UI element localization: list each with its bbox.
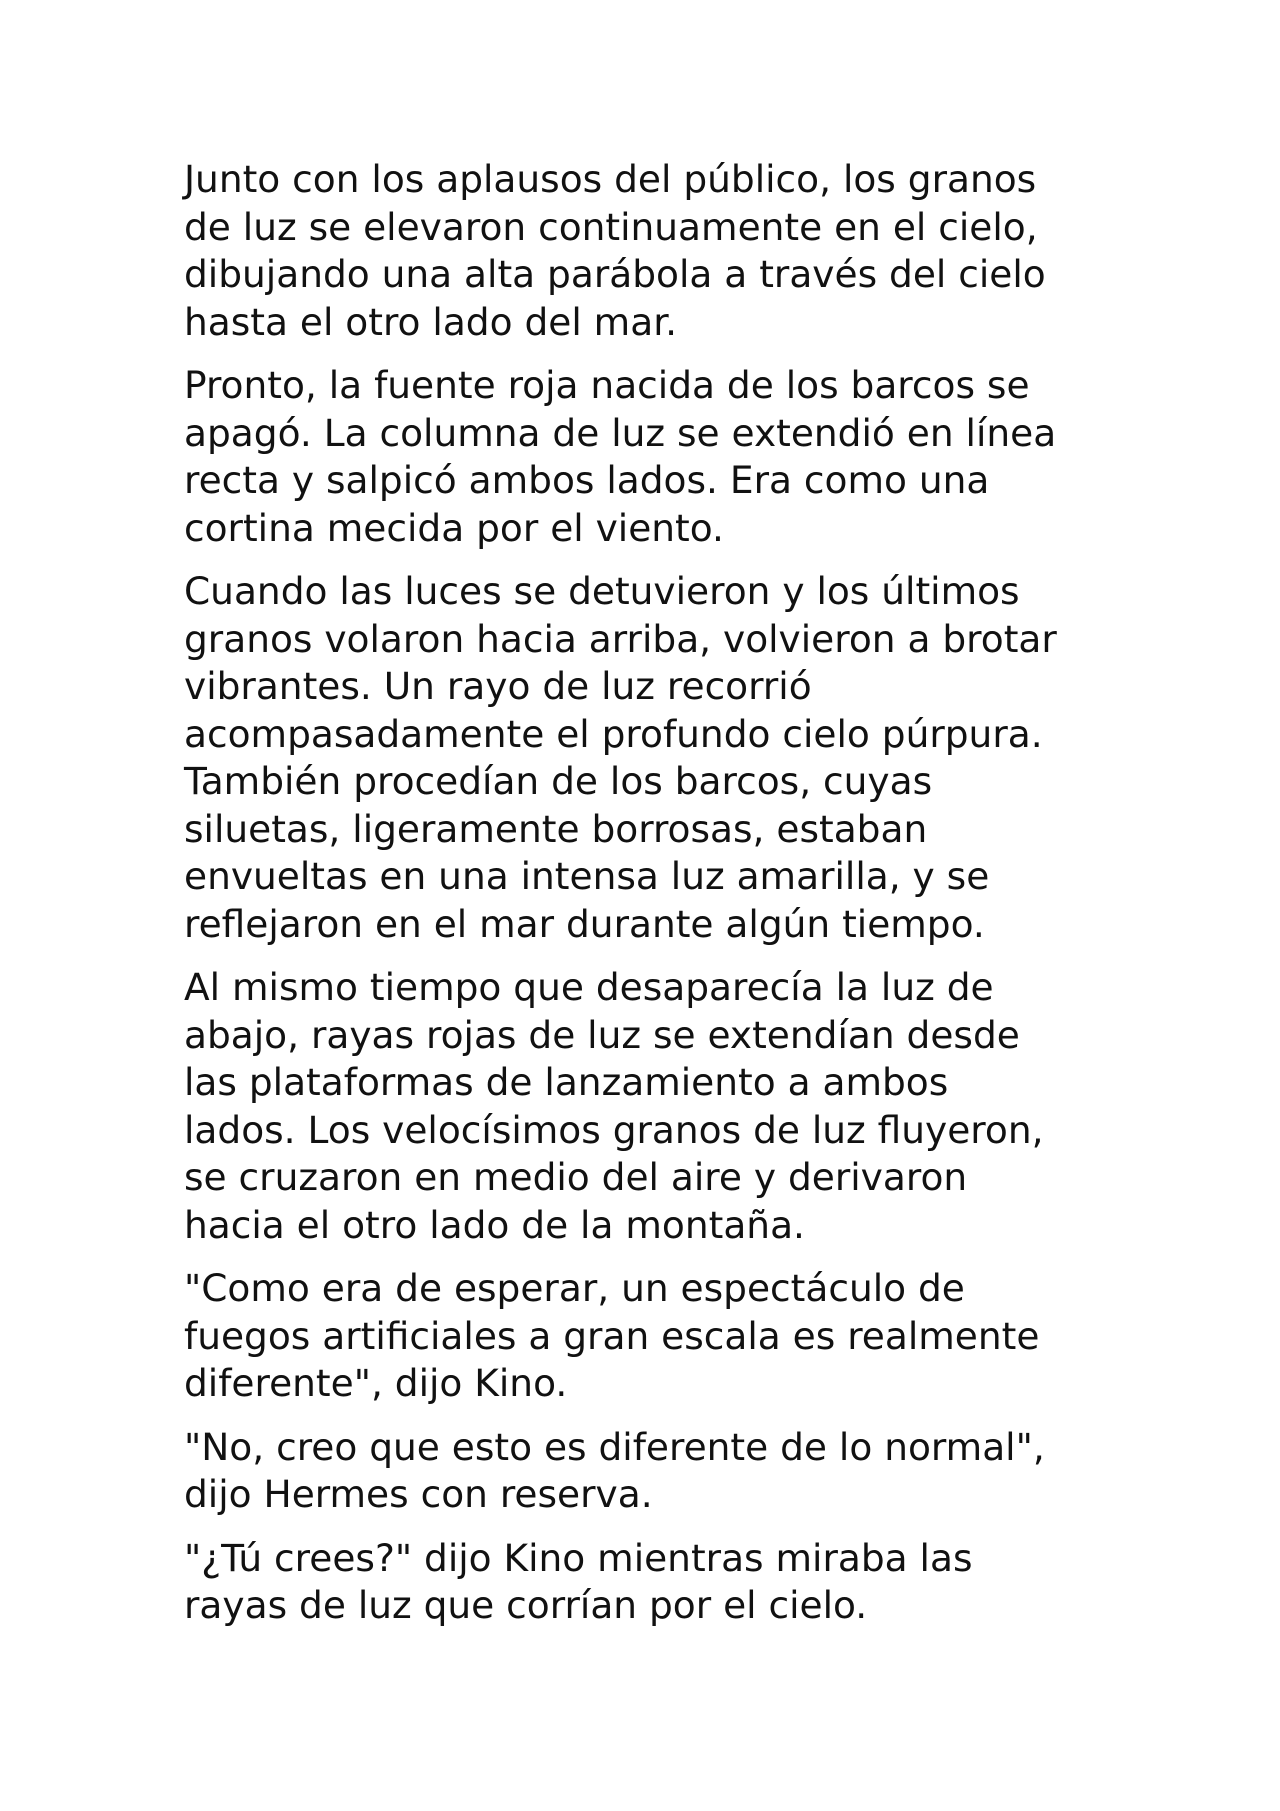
text-line: dibujando una alta parábola a través del cielo xyxy=(184,252,1046,296)
text-line: Junto con los aplausos del público, los granos xyxy=(184,157,1037,201)
text-line: acompasadamente el profundo cielo púrpura. xyxy=(184,711,1043,756)
text-line: envueltas en una intensa luz amarilla, y se xyxy=(184,854,990,898)
text-line: "No, creo que esto es diferente de lo normal", xyxy=(184,1424,1045,1469)
text-line: lados. Los velocísimos granos de luz fluyeron, xyxy=(184,1107,1044,1152)
document-page xyxy=(184,156,1134,1646)
text-line: cortina mecida por el viento. xyxy=(184,505,724,550)
paragraph-1 xyxy=(184,156,1134,346)
text-line: hacia el otro lado de la montaña. xyxy=(184,1202,805,1247)
text-line: las plataformas de lanzamiento a ambos xyxy=(184,1060,949,1104)
text-line: siluetas, ligeramente borrosas, estaban xyxy=(184,806,928,851)
text-line: vibrantes. Un rayo de luz recorrió xyxy=(184,664,812,708)
text-line: "¿Tú crees?" dijo Kino mientras miraba las xyxy=(184,1535,973,1580)
text-line: dijo Hermes con reserva. xyxy=(184,1472,653,1516)
text-line: de luz se elevaron continuamente en el cielo, xyxy=(184,204,1038,249)
paragraph-2 xyxy=(184,362,1134,552)
text-line: diferente", dijo Kino. xyxy=(184,1361,568,1405)
text-line: Al mismo tiempo que desaparecía la luz de xyxy=(184,965,994,1009)
text-line: hasta el otro lado del mar. xyxy=(184,299,678,344)
text-line: reflejaron en el mar durante algún tiempo. xyxy=(184,901,985,946)
text-line: granos volaron hacia arriba, volvieron a brotar xyxy=(184,616,1057,661)
text-line: Pronto, la fuente roja nacida de los barcos se xyxy=(184,363,1030,407)
paragraph-7 xyxy=(184,1535,1134,1630)
text-line: "Como era de esperar, un espectáculo de xyxy=(184,1266,965,1310)
paragraph-4 xyxy=(184,964,1134,1249)
text-line: se cruzaron en medio del aire y derivaron xyxy=(184,1155,968,1199)
text-line: rayas de luz que corrían por el cielo. xyxy=(184,1583,868,1627)
text-line: recta y salpicó ambos lados. Era como una xyxy=(184,458,990,502)
paragraph-6 xyxy=(184,1424,1134,1519)
paragraph-3 xyxy=(184,568,1134,948)
text-line: Cuando las luces se detuvieron y los últimos xyxy=(184,569,1020,613)
text-line: abajo, rayas rojas de luz se extendían desde xyxy=(184,1012,1020,1057)
text-line: apagó. La columna de luz se extendió en línea xyxy=(184,410,1057,455)
paragraph-5 xyxy=(184,1265,1134,1408)
text-line: También procedían de los barcos, cuyas xyxy=(184,759,933,803)
text-line: fuegos artificiales a gran escala es realmente xyxy=(184,1313,1040,1358)
